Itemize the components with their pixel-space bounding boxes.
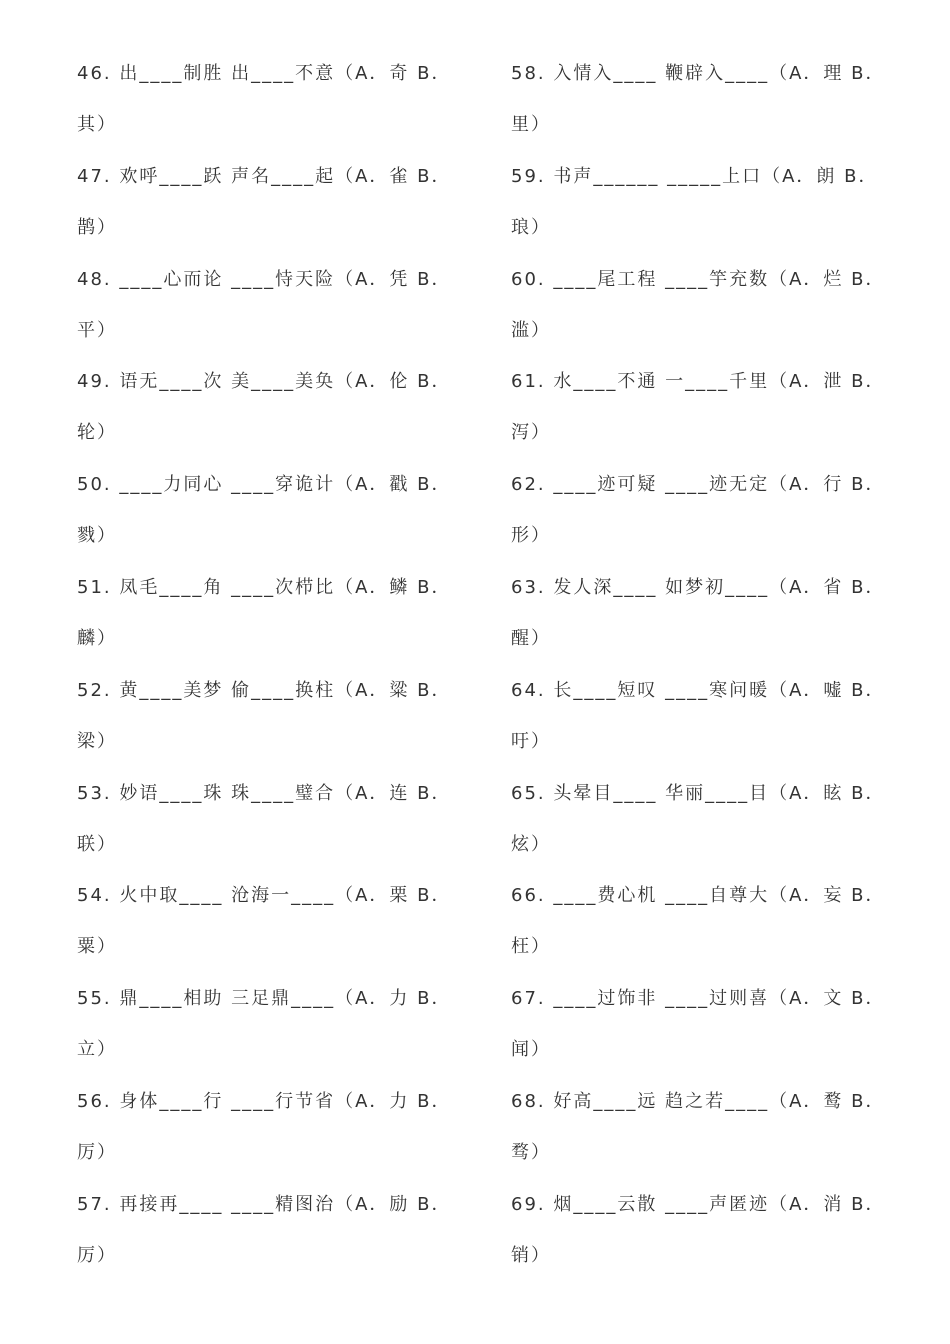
question-number: 55. (77, 988, 112, 1010)
question-text: 火中取____ 沧海一____（A．栗 B． (119, 885, 452, 907)
question-text: 妙语____珠 珠____璧合（A．连 B． (119, 782, 452, 804)
question-continuation: 骛） (511, 1141, 551, 1163)
question-item (511, 973, 891, 1076)
question-continuation: 粟） (77, 936, 117, 958)
question-line (511, 151, 891, 202)
question-item (511, 151, 891, 254)
question-continuation: 轮） (77, 422, 117, 444)
question-line (511, 665, 891, 716)
question-number: 48. (77, 268, 112, 290)
question-number: 58. (511, 63, 546, 84)
question-text: ____心而论 ____恃天险（A．凭 B． (119, 268, 452, 290)
question-line (511, 1076, 891, 1127)
question-number: 47. (77, 165, 112, 187)
right-question-column (511, 48, 891, 1282)
question-number: 53. (77, 782, 112, 804)
question-line (77, 356, 457, 407)
question-item (511, 48, 891, 151)
question-item (77, 1179, 457, 1282)
question-continuation: 醒） (511, 627, 551, 649)
question-text: 出____制胜 出____不意（A．奇 B． (119, 63, 452, 84)
question-number: 69. (511, 1193, 546, 1215)
question-number: 63. (511, 576, 546, 598)
question-line (511, 48, 891, 99)
question-text: 书声______ _____上口（A．朗 B． (553, 165, 879, 187)
question-line (511, 768, 891, 819)
question-continuation: 梁） (77, 730, 117, 752)
question-continuation: 立） (77, 1039, 117, 1061)
question-number: 46. (77, 63, 112, 84)
question-item (77, 665, 457, 768)
question-item (511, 254, 891, 357)
question-number: 51. (77, 576, 112, 598)
question-line (77, 1179, 457, 1230)
question-continuation: 泻） (511, 422, 551, 444)
question-number: 52. (77, 679, 112, 701)
question-text: 入情入____ 鞭辟入____（A．理 B． (553, 63, 886, 84)
question-text: 发人深____ 如梦初____（A．省 B． (553, 576, 886, 598)
question-number: 61. (511, 371, 546, 393)
question-continuation: 厉） (77, 1244, 117, 1266)
question-item (511, 870, 891, 973)
question-continuation: 里） (511, 114, 551, 135)
question-line (511, 870, 891, 921)
question-number: 57. (77, 1193, 112, 1215)
question-text: 好高____远 趋之若____（A．鹜 B． (553, 1090, 886, 1112)
question-text: 头晕目____ 华丽____目（A．眩 B． (553, 782, 886, 804)
left-question-column (77, 48, 457, 1282)
question-continuation: 戮） (77, 525, 117, 547)
question-number: 49. (77, 371, 112, 393)
question-continuation: 滥） (511, 319, 551, 341)
question-text: 鼎____相助 三足鼎____（A．力 B． (119, 988, 452, 1010)
question-text: 长____短叹 ____寒问暖（A．嘘 B． (553, 679, 886, 701)
question-line (511, 973, 891, 1024)
question-line (77, 151, 457, 202)
question-number: 62. (511, 474, 546, 496)
question-line (77, 973, 457, 1024)
question-number: 67. (511, 988, 546, 1010)
question-text: 凤毛____角 ____次栉比（A．鳞 B． (119, 576, 452, 598)
question-continuation: 厉） (77, 1141, 117, 1163)
question-continuation: 麟） (77, 627, 117, 649)
question-continuation: 其） (77, 114, 117, 135)
question-item (511, 356, 891, 459)
question-text: ____尾工程 ____竽充数（A．烂 B． (553, 268, 886, 290)
question-text: 欢呼____跃 声名____起（A．雀 B． (119, 165, 452, 187)
question-line (511, 356, 891, 407)
question-item (77, 459, 457, 562)
question-number: 59. (511, 165, 546, 187)
question-line (511, 459, 891, 510)
question-text: 再接再____ ____精图治（A．励 B． (119, 1193, 452, 1215)
question-continuation: 琅） (511, 216, 551, 238)
question-number: 65. (511, 782, 546, 804)
question-continuation: 平） (77, 319, 117, 341)
question-continuation: 闻） (511, 1039, 551, 1061)
question-line (511, 254, 891, 305)
question-continuation: 销） (511, 1244, 551, 1266)
question-text: 黄____美梦 偷____换柱（A．粱 B． (119, 679, 452, 701)
question-item (77, 254, 457, 357)
question-number: 64. (511, 679, 546, 701)
question-number: 68. (511, 1090, 546, 1112)
question-text: 烟____云散 ____声匿迹（A．消 B． (553, 1193, 886, 1215)
question-text: 水____不通 一____千里（A．泄 B． (553, 371, 886, 393)
question-item (77, 151, 457, 254)
question-continuation: 鹊） (77, 216, 117, 238)
question-number: 66. (511, 885, 546, 907)
question-line (77, 1076, 457, 1127)
question-text: 语无____次 美____美奂（A．伦 B． (119, 371, 452, 393)
question-item (77, 973, 457, 1076)
question-line (77, 870, 457, 921)
question-line (77, 768, 457, 819)
question-item (77, 768, 457, 871)
question-item (511, 562, 891, 665)
question-text: ____费心机 ____自尊大（A．妄 B． (553, 885, 886, 907)
question-continuation: 联） (77, 833, 117, 855)
question-item (511, 768, 891, 871)
question-number: 54. (77, 885, 112, 907)
question-number: 56. (77, 1090, 112, 1112)
question-item (511, 665, 891, 768)
question-continuation: 形） (511, 525, 551, 547)
question-line (511, 1179, 891, 1230)
question-item (511, 1179, 891, 1282)
question-item (77, 870, 457, 973)
question-line (511, 562, 891, 613)
question-line (77, 562, 457, 613)
question-continuation: 炫） (511, 833, 551, 855)
question-item (77, 356, 457, 459)
question-item (77, 48, 457, 151)
question-text: ____力同心 ____穿诡计（A．戳 B． (119, 474, 452, 496)
question-continuation: 吁） (511, 730, 551, 752)
question-number: 60. (511, 268, 546, 290)
question-item (511, 459, 891, 562)
question-line (77, 459, 457, 510)
question-number: 50. (77, 474, 112, 496)
question-text: 身体____行 ____行节省（A．力 B． (119, 1090, 452, 1112)
question-line (77, 48, 457, 99)
question-item (511, 1076, 891, 1179)
question-continuation: 枉） (511, 936, 551, 958)
question-line (77, 665, 457, 716)
question-item (77, 1076, 457, 1179)
question-text: ____过饰非 ____过则喜（A．文 B． (553, 988, 886, 1010)
question-text: ____迹可疑 ____迹无定（A．行 B． (553, 474, 886, 496)
question-line (77, 254, 457, 305)
question-item (77, 562, 457, 665)
